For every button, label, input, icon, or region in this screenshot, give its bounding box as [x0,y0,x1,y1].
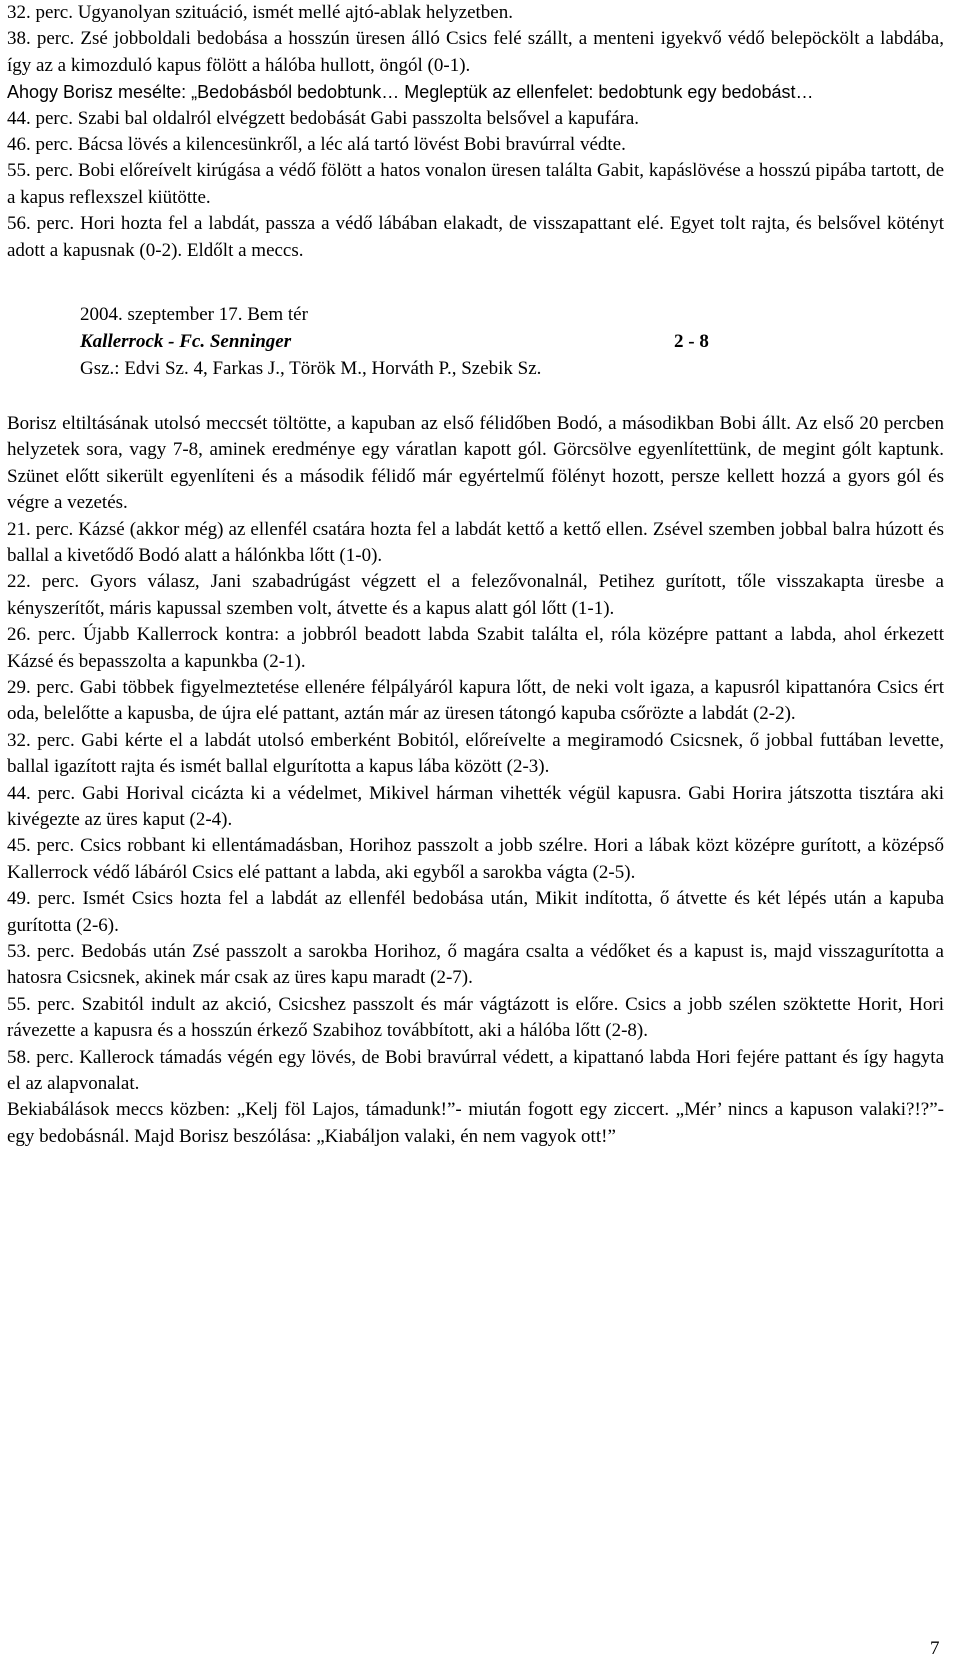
paragraph: 53. perc. Bedobás után Zsé passzolt a sarokba Horihoz, ő magára csalta a védőket és a kapust is, majd visszagurította a hatosra Csicsnek, akinek már csak az üres kapu maradt (2-7). [7,941,944,989]
paragraph: 55. perc. Szabitól indult az akció, Csicshez passzolt és már vágtázott is előre. Csics a jobb szélen szöktette Horit, Hori rávezette a kapusra és a hosszún érkező Szabihoz továbbított, aki a hálóba lőtt (2-8). [7,993,944,1042]
paragraph: 32. perc. Gabi kérte el a labdát utolsó emberként Bobitól, előreívelte a megiramodó Csicsnek, ő jobbal futtában levette, ballal igazított rajta és ismét ballal elgurította a kapus lába között (2-3). [7,729,944,778]
paragraph: 46. perc. Bácsa lövés a kilencesünkről, a léc alá tartó lövést Bobi bravúrral védte. [7,134,626,156]
page-number: 7 [930,1638,940,1659]
document-page [7,0,944,1150]
top-section [7,0,944,264]
paragraph: Borisz eltiltásának utolsó meccsét töltötte, a kapuban az első félidőben Bodó, a másodikban Bobi állt. Az első 20 percben helyzetek sora, vagy 7-8, aminek eredménye egy váratlan kapott gól. Görcsölve egyenlítettünk, de megint gólt kaptunk. Szünet előtt sikerült egyenlíteni és a második félidő már egyértelmű fölényt hozott, persze kellett hozzá a gyors gól és végre a vezetés. [7,412,944,514]
paragraph: 29. perc. Gabi többek figyelmeztetése ellenére félpályáról kapura lőtt, de neki volt igaza, a kapusról kipattanóra Csics ért oda, belelőtte a kapusba, de újra elé pattant, aztán már az üresen tátongó kapuba csőrözte a labdát (2-2). [7,676,944,725]
paragraph: Bekiabálások meccs közben: „Kelj föl Lajos, támadunk!”- miután fogott egy ziccert. „Mér’ nincs a kapuson valaki?!?”- egy bedobásnál. Majd Borisz beszólása: „Kiabáljon valaki, én nem vagyok ott!” [7,1099,944,1147]
paragraph: 32. perc. Ugyanolyan szituáció, ismét mellé ajtó-ablak helyzetben. [7,2,513,23]
paragraph: 55. perc. Bobi előreívelt kirúgása a védő fölött a hatos vonalon üresen találta Gabit, kapáslövése a hosszú pipába tartott, de a kapus reflexszel kiütötte. [7,160,944,208]
paragraph: 49. perc. Ismét Csics hozta fel a labdát az ellenfél bedobása után, Mikit indította, ő átvette és két lépés után a kapuba gurította (2-6). [7,888,944,936]
paragraph: 22. perc. Gyors válasz, Jani szabadrúgást végzett el a felezővonalnál, Petihez gurított, tőle visszakapta üresbe a kényszerítőt, máris kapussal szemben volt, átvette és a kapus alatt gól lőtt (1-1). [7,571,944,619]
match-report [7,411,944,1150]
paragraph: 56. perc. Hori hozta fel a labdát, passza a védő lábában elakadt, de visszapattant elé. Egyet tolt rajta, és belsővel kötényt adott a kapusnak (0-2). Eldőlt a meccs. [7,213,944,261]
match-header [7,302,944,383]
match-teams: Kallerrock - Fc. Senninger [80,331,292,353]
match-date-place: 2004. szeptember 17. Bem tér [80,304,308,326]
paragraph: 26. perc. Újabb Kallerrock kontra: a jobbról beadott labda Szabit találta el, róla középre pattant a labda, ahol érkezett Kázsé és bepasszolta a kapunkba (2-1). [7,624,944,672]
match-teams-line [80,328,944,356]
paragraph: 44. perc. Szabi bal oldalról elvégzett bedobását Gabi passzolta belsővel a kapufára. [7,107,640,129]
quote-paragraph: Ahogy Borisz mesélte: „Bedobásból bedobtunk… Megleptük az ellenfelet: bedobtunk egy bedobást… [7,82,814,103]
match-score: 2 - 8 [674,331,709,353]
paragraph: 38. perc. Zsé jobboldali bedobása a hosszún üresen álló Csics felé szállt, a menteni igyekvő védő belepöckölt a labdába, így az a kimozduló kapus fölött a hálóba hullott, öngól (0-1). [7,28,944,76]
match-scorers: Gsz.: Edvi Sz. 4, Farkas J., Török M., Horváth P., Szebik Sz. [80,358,542,380]
paragraph: 58. perc. Kallerock támadás végén egy lövés, de Bobi bravúrral védett, a kipattanó labda Hori fejére pattant és így hagyta el az alapvonalat. [7,1046,944,1095]
paragraph: 45. perc. Csics robbant ki ellentámadásban, Horihoz passzolt a jobb szélre. Hori a lábak közt középre gurított, a középső Kallerrock védő lábáról Csics elé pattant a labda, aki egyből a sarokba vágta (2-5). [7,835,944,883]
paragraph: 44. perc. Gabi Horival cicázta ki a védelmet, Mikivel hárman vihették végül kapusra. Gabi Horira játszotta tisztára aki kivégezte az üres kaput (2-4). [7,782,944,830]
paragraph: 21. perc. Kázsé (akkor még) az ellenfél csatára hozta fel a labdát kettő a kettő ellen. Zsével szemben jobbal balra húzott és ballal a kivetődő Bodó alatt a hálónkba lőtt (1-0). [7,518,944,566]
